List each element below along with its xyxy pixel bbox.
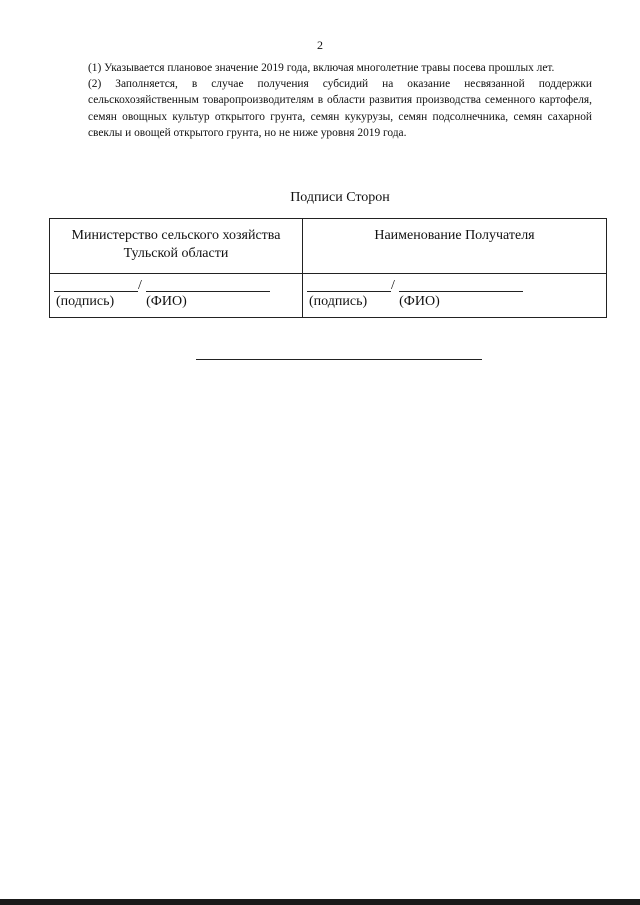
closing-divider: [196, 359, 482, 360]
recipient-sign-cell: [303, 274, 607, 318]
scan-bottom-edge: [0, 899, 640, 905]
fio-caption: (ФИО): [146, 294, 187, 309]
ministry-sign-cell: [50, 274, 303, 318]
page-number: 2: [317, 38, 323, 52]
signatures-sign-row: [50, 274, 607, 318]
footnote-2: (2) Заполняется, в случае получения субсидий на оказание несвязанной поддержки сельскохозяйственным товаропроизводителям в области развития производства семенного картофеля, семян овощных культур открытого грунта, семян кукурузы, семян подсолнечника, семян сахарной свеклы и овощей открытого грунта, но не ниже уровня 2019 года.: [88, 78, 592, 139]
ministry-header-cell: Министерство сельского хозяйства Тульской области: [50, 219, 303, 274]
recipient-signature-line: [307, 276, 521, 292]
footnote-1: (1) Указывается плановое значение 2019 года, включая многолетние травы посева прошлых лет.: [88, 62, 555, 74]
signatures-title: Подписи Сторон: [290, 190, 390, 205]
signatures-header-row: [50, 219, 607, 274]
recipient-sign-caption: [309, 294, 440, 310]
signature-slash: /: [391, 278, 395, 293]
fio-blank: [399, 291, 523, 292]
fio-blank: [146, 291, 270, 292]
signatures-table: [49, 218, 607, 318]
recipient-header-cell: Наименование Получателя: [303, 219, 607, 274]
signature-slash: /: [138, 278, 142, 293]
ministry-signature-line: [54, 276, 268, 292]
fio-caption: (ФИО): [399, 294, 440, 309]
footnotes: [88, 60, 592, 141]
ministry-sign-caption: [56, 294, 187, 310]
signature-caption: (подпись): [309, 294, 368, 309]
signature-blank: [54, 291, 138, 292]
signature-caption: (подпись): [56, 294, 115, 309]
signature-blank: [307, 291, 391, 292]
